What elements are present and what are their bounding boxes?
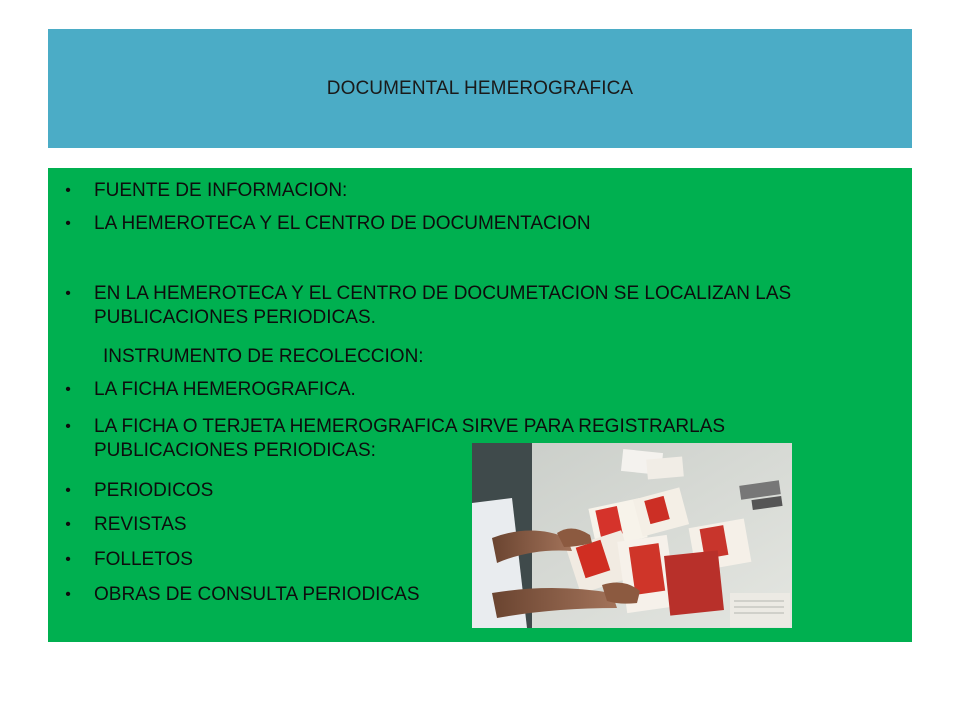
list-item-text: FOLLETOS — [94, 549, 193, 570]
bullet-icon: • — [65, 285, 71, 302]
list-item — [65, 179, 864, 203]
bullet-icon: • — [65, 586, 71, 603]
slide-title-box — [48, 29, 912, 148]
bullet-icon: • — [65, 516, 71, 533]
list-item-text: FUENTE DE INFORMACION: — [94, 180, 348, 201]
list-item-text: PERIODICOS — [94, 480, 214, 501]
bullet-icon: • — [65, 215, 71, 232]
slide-title: DOCUMENTAL HEMEROGRAFICA — [326, 77, 634, 99]
bullet-icon: • — [65, 482, 71, 499]
list-item-subheading — [103, 345, 873, 369]
hands-sorting-magazines-photo — [472, 443, 792, 628]
list-item-text: LA HEMEROTECA Y EL CENTRO DE DOCUMENTACION — [94, 213, 591, 234]
list-item-text: INSTRUMENTO DE RECOLECCION: — [103, 346, 424, 367]
list-item-text: EN LA HEMEROTECA Y EL CENTRO DE DOCUMETACION SE LOCALIZAN LAS PUBLICACIONES PERIODICAS. — [94, 283, 792, 328]
list-item — [65, 212, 864, 236]
list-item — [65, 378, 864, 402]
list-item-text: LA FICHA HEMEROGRAFICA. — [94, 379, 356, 400]
list-item-text: LA FICHA O TERJETA HEMEROGRAFICA SIRVE PARA REGISTRARLAS PUBLICACIONES PERIODICAS: — [94, 416, 726, 461]
list-item-text: REVISTAS — [94, 514, 187, 535]
bullet-icon: • — [65, 381, 71, 398]
list-item — [65, 282, 864, 330]
bullet-icon: • — [65, 418, 71, 435]
bullet-icon: • — [65, 551, 71, 568]
list-item-text: OBRAS DE CONSULTA PERIODICAS — [94, 584, 420, 605]
bullet-icon: • — [65, 182, 71, 199]
